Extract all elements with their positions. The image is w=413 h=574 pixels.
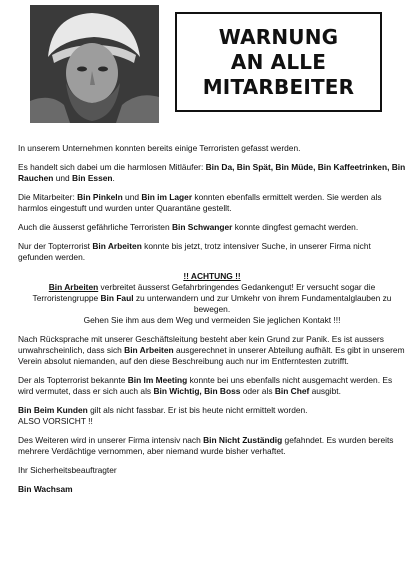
p-mitarbeiter-segment: Bin Pinkeln xyxy=(77,192,123,202)
p-kunden xyxy=(18,405,406,427)
p-mitlaeufer-segment: Es handelt sich dabei um die harmlosen Mitläufer: xyxy=(18,162,206,172)
p-kunden-segment: ALSO VORSICHT !! xyxy=(18,416,93,426)
p-achtung-segment: Gehen Sie ihm aus dem Weg und vermeiden Sie jeglichen Kontakt !!! xyxy=(83,315,341,325)
p-achtung-segment: !! ACHTUNG !! xyxy=(183,271,241,281)
p-mitarbeiter-segment: Bin im Lager xyxy=(141,192,193,202)
p-intro xyxy=(18,143,406,154)
p-kunden-segment: gilt als nicht fassbar. Er ist bis heute nicht ermittelt worden. xyxy=(87,405,308,415)
body-text xyxy=(18,143,406,503)
p-meeting-segment: Der als Topterrorist bekannte xyxy=(18,375,128,385)
p-achtung-segment: zu unterwandern und zur Umkehr von ihrem Fundamentalglauben zu bewegen. xyxy=(133,293,392,314)
p-mitarbeiter-segment: Die Mitarbeiter: xyxy=(18,192,78,202)
p-kunden-segment: Bin Beim Kunden xyxy=(18,405,88,415)
p-topterrorist-segment: Nur der Topterrorist xyxy=(18,241,93,251)
p-meeting-segment: oder als xyxy=(240,386,275,396)
p-zustaendig-segment: Des Weiteren wird in unserer Firma intensiv nach xyxy=(18,435,204,445)
p-schwanger-segment: Auch die äusserst gefährliche Terroristen xyxy=(18,222,172,232)
headline-line-1: WARNUNG xyxy=(218,24,339,49)
p-gruss xyxy=(18,465,406,476)
p-meeting-segment: Bin Im Meeting xyxy=(127,375,188,385)
p-mitlaeufer-segment: Bin Da, Bin Spät, Bin Müde, Bin Kaffeetrinken, Bin Rauchen xyxy=(18,162,406,183)
p-schwanger-segment: konnte dingfest gemacht werden. xyxy=(232,222,359,232)
portrait-photo-graphic xyxy=(30,5,159,123)
p-meeting-segment: Bin Chef xyxy=(274,386,310,396)
p-achtung-segment: Bin Faul xyxy=(100,293,134,303)
p-signatur xyxy=(18,484,406,495)
p-achtung xyxy=(18,271,406,326)
p-schwanger xyxy=(18,222,406,233)
p-gruss-segment: Ihr Sicherheitsbeauftragter xyxy=(18,465,117,475)
p-schwanger-segment: Bin Schwanger xyxy=(171,222,233,232)
p-topterrorist-segment: Bin Arbeiten xyxy=(92,241,142,251)
p-ruecksprache-segment: ausgerechnet in unserer Abteilung aufhält. Es gibt in unserem Verein absolut niemanden, auf den diese Beschreibung auch nur im Entferntesten zutrifft. xyxy=(18,345,405,366)
p-mitlaeufer xyxy=(18,162,406,184)
portrait-photo xyxy=(30,5,159,123)
p-ruecksprache xyxy=(18,334,406,367)
p-meeting-segment: ausgibt. xyxy=(309,386,341,396)
p-meeting-segment: konnte bei uns ebenfalls nicht ausgemacht werden. Es wird vermutet, dass er sich auch als xyxy=(18,375,393,396)
p-mitarbeiter-segment: und xyxy=(122,192,142,202)
p-zustaendig-segment: Bin Nicht Zuständig xyxy=(203,435,283,445)
p-mitlaeufer-segment: . xyxy=(112,173,115,183)
p-topterrorist xyxy=(18,241,406,263)
p-zustaendig-segment: gefahndet. Es wurden bereits mehrere Verdächtige vernommen, aber niemand wurde bisher verhaftet. xyxy=(18,435,394,456)
p-topterrorist-segment: konnte bis jetzt, trotz intensiver Suche, in unserer Firma nicht gefunden werden. xyxy=(18,241,371,262)
p-ruecksprache-segment: Nach Rücksprache mit unserer Geschäftsleitung besteht aber kein Grund zur Panik. Es ist aussers unwahrscheinlich, dass sich xyxy=(18,334,384,355)
p-signatur-segment: Bin Wachsam xyxy=(18,484,73,494)
p-meeting-segment: Bin Wichtig, Bin Boss xyxy=(153,386,241,396)
p-mitarbeiter-segment: konnten ebenfalls ermittelt werden. Sie werden als harmlos eingestuft und wurden unter Quarantäne gestellt. xyxy=(18,192,382,213)
p-mitlaeufer-segment: und xyxy=(53,173,73,183)
p-zustaendig xyxy=(18,435,406,457)
p-mitarbeiter xyxy=(18,192,406,214)
p-achtung-segment: verbreitet äusserst Gefahrbringendes Gedankengut! Er versucht sogar die Terroristengruppe xyxy=(32,282,376,303)
p-mitlaeufer-segment: Bin Essen xyxy=(72,173,113,183)
p-achtung-segment: Bin Arbeiten xyxy=(48,282,99,292)
headline-line-2: AN ALLE xyxy=(230,49,327,74)
p-intro-segment: In unserem Unternehmen konnten bereits einige Terroristen gefasst werden. xyxy=(18,143,301,153)
p-meeting xyxy=(18,375,406,397)
p-ruecksprache-segment: Bin Arbeiten xyxy=(124,345,174,355)
headline-box xyxy=(175,12,382,112)
headline-line-3: MITARBEITER xyxy=(202,74,355,99)
